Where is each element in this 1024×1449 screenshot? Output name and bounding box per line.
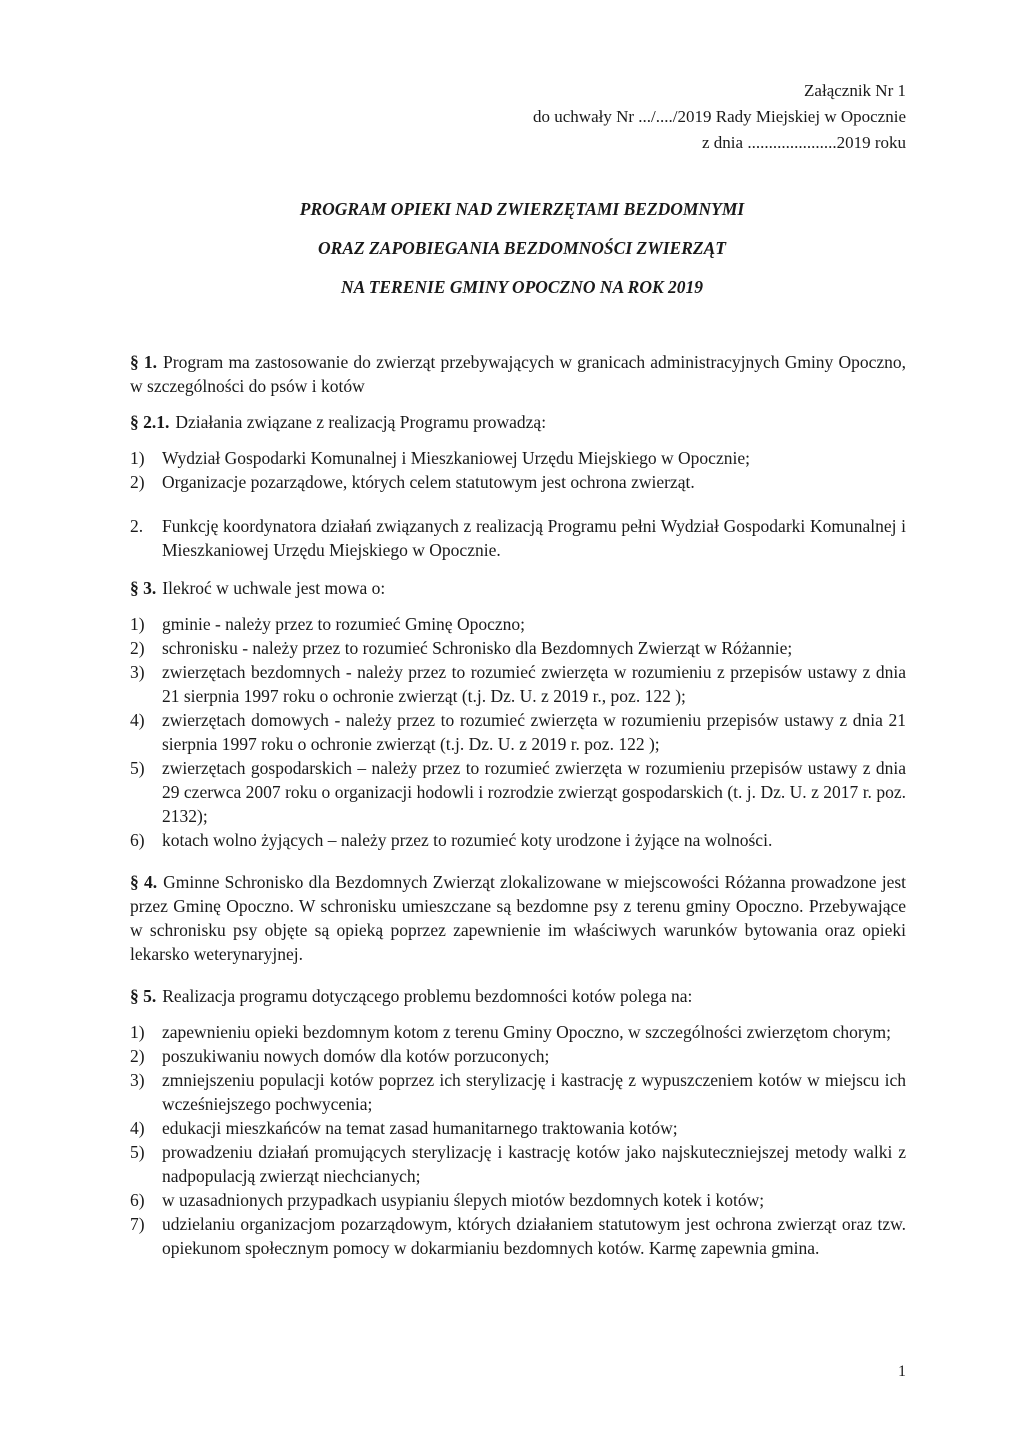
section-1-text: Program ma zastosowanie do zwierząt przebywających w granicach administracyjnych Gminy Opoczno, w szczególności do psów i kotów: [130, 352, 907, 396]
section-4-text: Gminne Schronisko dla Bezdomnych Zwierząt zlokalizowane w miejscowości Różanna prowadzone jest przez Gminę Opoczno. W schronisku umieszczane są bezdomne psy z terenu gminy Opoczno. Przebywające w schronisku psy objęte są opieką poprzez zapewnienie im właściwych warunków bytowania oraz opieki lekarsko weterynaryjnej.: [130, 872, 907, 964]
section-1-mark: § 1.: [130, 352, 158, 372]
section-2-list: [130, 446, 906, 494]
list-item: 2) poszukiwaniu nowych domów dla kotów porzuconych;: [130, 1046, 550, 1066]
list-item: 6) w uzasadnionych przypadkach usypianiu ślepych miotów bezdomnych kotek i kotów;: [130, 1190, 765, 1210]
list-item: 6) kotach wolno żyjących – należy przez to rozumieć koty urodzone i żyjące na wolności.: [130, 830, 773, 850]
annex-header: [533, 78, 906, 156]
section-5-text: Realizacja programu dotyczącego problemu bezdomności kotów polega na:: [162, 986, 693, 1006]
title-line-2: ORAZ ZAPOBIEGANIA BEZDOMNOŚCI ZWIERZĄT: [318, 238, 726, 258]
section-3-text: Ilekroć w uchwale jest mowa o:: [162, 578, 386, 598]
list-item: 2) schronisku - należy przez to rozumieć Schronisko dla Bezdomnych Zwierząt w Różannie;: [130, 638, 793, 658]
section-5: [130, 984, 906, 1008]
section-2-paragraph-2: 2. Funkcję koordynatora działań związanych z realizacją Programu pełni Wydział Gospodarki Komunalnej i Mieszkaniowej Urzędu Miejskiego w Opocznie.: [130, 516, 906, 560]
section-4: [130, 870, 906, 966]
list-item: 4) zwierzętach domowych - należy przez to rozumieć zwierzęta w rozumieniu przepisów ustawy z dnia 21 sierpnia 1997 roku o ochronie zwierząt (t.j. Dz. U. z 2019 r. poz. 122 );: [130, 710, 906, 754]
title-line-3: NA TERENIE GMINY OPOCZNO NA ROK 2019: [340, 277, 704, 297]
section-2: [130, 410, 906, 434]
title-line-1: PROGRAM OPIEKI NAD ZWIERZĘTAMI BEZDOMNYMI: [299, 199, 745, 219]
document-body: [130, 350, 906, 1260]
section-2-text: Działania związane z realizacją Programu prowadzą:: [175, 412, 547, 432]
section-4-mark: § 4.: [130, 872, 158, 892]
section-3-mark: § 3.: [130, 578, 157, 598]
annex-number: Załącznik Nr 1: [804, 81, 906, 100]
section-3-list: [130, 612, 906, 852]
list-item: 3) zmniejszeniu populacji kotów poprzez ich sterylizację i kastrację z wypuszczeniem kotów w miejscu ich wcześniejszego pochwycenia;: [130, 1070, 906, 1114]
list-item: 5) prowadzeniu działań promujących sterylizację i kastrację kotów jako najskuteczniejszej metody walki z nadpopulacją zwierząt niechcianych;: [130, 1142, 906, 1186]
list-item: 4) edukacji mieszkańców na temat zasad humanitarnego traktowania kotów;: [130, 1118, 678, 1138]
resolution-date: z dnia .....................2019 roku: [702, 133, 906, 152]
document-title: [0, 190, 1024, 307]
section-2-mark: § 2.1.: [130, 412, 170, 432]
page-number: 1: [898, 1363, 906, 1380]
section-5-list: [130, 1020, 906, 1260]
list-item: 1) zapewnieniu opieki bezdomnym kotom z terenu Gminy Opoczno, w szczególności zwierzętom chorym;: [130, 1022, 891, 1042]
list-item: 3) zwierzętach bezdomnych - należy przez to rozumieć zwierzęta w rozumieniu z przepisów ustawy z dnia 21 sierpnia 1997 roku o ochronie zwierząt (t.j. Dz. U. z 2019 r., poz. 122 );: [130, 662, 906, 706]
section-5-mark: § 5.: [130, 986, 157, 1006]
list-item: 2) Organizacje pozarządowe, których celem statutowym jest ochrona zwierząt.: [130, 472, 695, 492]
list-item: 1) Wydział Gospodarki Komunalnej i Mieszkaniowej Urzędu Miejskiego w Opocznie;: [130, 448, 750, 468]
section-3: [130, 576, 906, 600]
list-item: 5) zwierzętach gospodarskich – należy przez to rozumieć zwierzęta w rozumieniu przepisów ustawy z dnia 29 czerwca 2007 roku o organizacji hodowli i rozrodzie zwierząt gospodarskich (t. j. Dz. U. z 2017 r. poz. 2132);: [130, 758, 906, 826]
list-item: 7) udzielaniu organizacjom pozarządowym, których działaniem statutowym jest ochrona zwierząt oraz tzw. opiekunom społecznym pomocy w dokarmianiu bezdomnych kotów. Karmę zapewnia gmina.: [130, 1214, 906, 1258]
resolution-reference: do uchwały Nr .../..../2019 Rady Miejskiej w Opocznie: [533, 107, 906, 126]
section-1: [130, 350, 906, 398]
list-item: 1) gminie - należy przez to rozumieć Gminę Opoczno;: [130, 614, 525, 634]
